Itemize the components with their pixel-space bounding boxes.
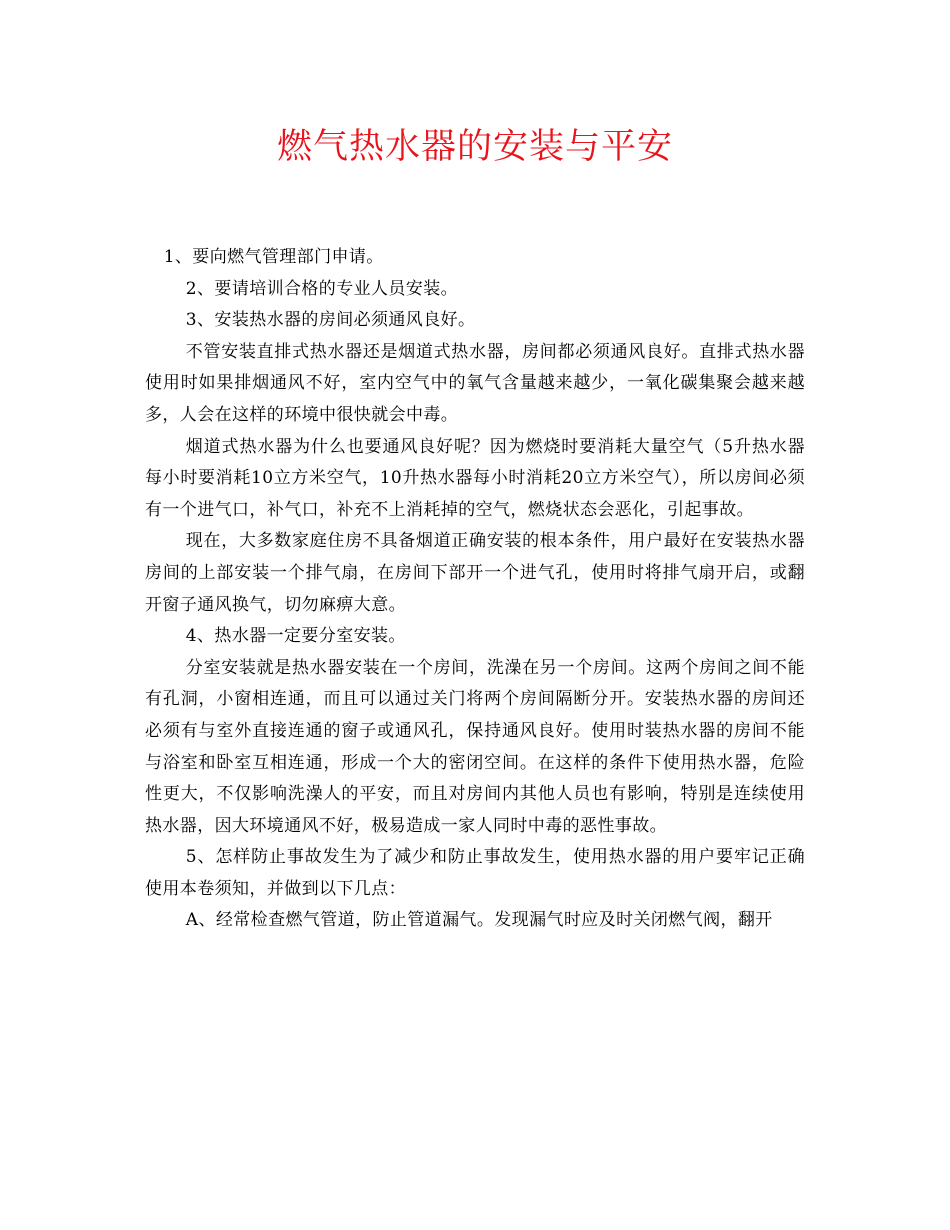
paragraph-item-a: A、经常检查燃气管道，防止管道漏气。发现漏气时应及时关闭燃气阀，翻开 xyxy=(185,910,773,931)
paragraph-separate-room: 分室安装就是热水器安装在一个房间，洗澡在另一个房间。这两个房间之间不能有孔洞，小窗相连通，而且可以通过关门将两个房间隔断分开。安装热水器的房间还必须有与室外直接连通的窗子或通风孔，保持通风良好。使用时装热水器的房间不能与浴室和卧室互相连通，形成一个大的密闭空间。在这样的条件下使用热水器，危险性更大，不仅影响洗澡人的平安，而且对房间内其他人员也有影响，特别是连续使用热水器，因大环境通风不好，极易造成一家人同时中毒的恶性事故。 xyxy=(145,657,805,836)
paragraph-step-4: 4、热水器一定要分室安装。 xyxy=(185,626,406,647)
paragraph-exhaust-fan: 现在，大多数家庭住房不具备烟道正确安装的根本条件，用户最好在安装热水器房间的上部安装一个排气扇，在房间下部开一个进气孔，使用时将排气扇开启，或翻开窗子通风换气，切勿麻痹大意。 xyxy=(145,531,805,615)
paragraph-step-3: 3、安装热水器的房间必须通风良好。 xyxy=(185,310,476,331)
paragraph-step-1: 1、要向燃气管理部门申请。 xyxy=(163,247,384,267)
paragraph-flue-type: 烟道式热水器为什么也要通风良好呢？因为燃烧时要消耗大量空气（5升热水器每小时要消耗10立方米空气，10升热水器每小时消耗20立方米空气），所以房间必须有一个进气口，补气口，补充不上消耗掉的空气，燃烧状态会恶化，引起事故。 xyxy=(145,436,805,520)
paragraph-step-2: 2、要请培训合格的专业人员安装。 xyxy=(185,278,459,299)
document-body xyxy=(145,242,805,937)
page-title: 燃气热水器的安装与平安 xyxy=(276,127,673,167)
paragraph-step-5: 5、怎样防止事故发生为了减少和防止事故发生，使用热水器的用户要牢记正确使用本卷须知，并做到以下几点： xyxy=(145,847,805,899)
paragraph-ventilation: 不管安装直排式热水器还是烟道式热水器，房间都必须通风良好。直排式热水器使用时如果排烟通风不好，室内空气中的氧气含量越来越少，一氧化碳集聚会越来越多，人会在这样的环境中很快就会中毒。 xyxy=(145,341,805,425)
